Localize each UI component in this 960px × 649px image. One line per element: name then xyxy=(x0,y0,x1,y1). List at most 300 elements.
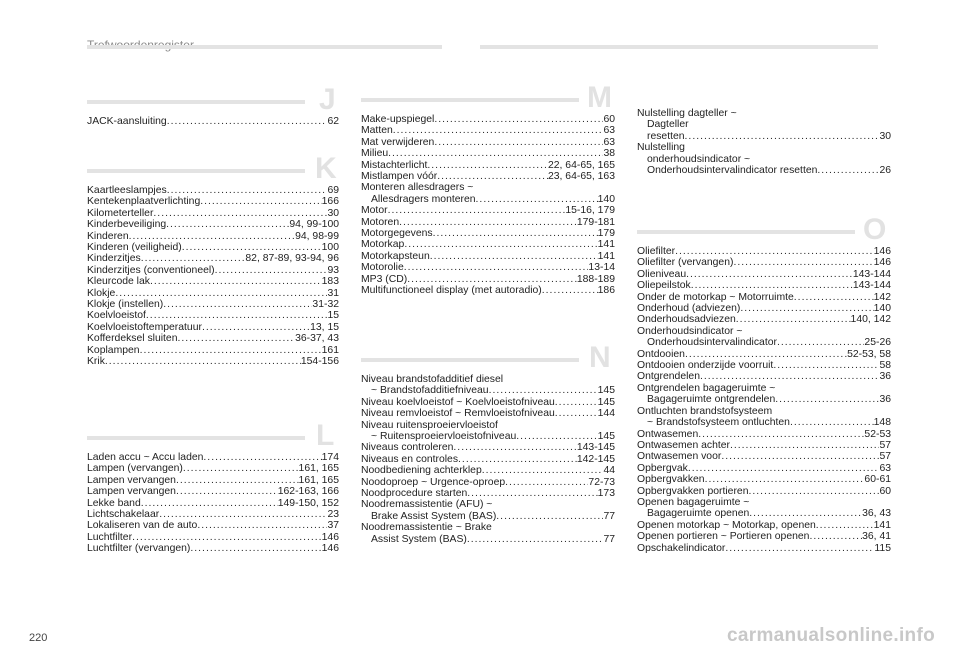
dot-leader xyxy=(153,208,327,219)
entry-pages: 52-53 xyxy=(864,428,891,440)
entry-list xyxy=(87,116,339,127)
entry-term: Opbergvak xyxy=(637,462,688,474)
index-entry xyxy=(87,486,339,497)
entry-term: Motoren xyxy=(361,216,400,228)
index-entry xyxy=(87,219,339,230)
dot-leader xyxy=(115,288,327,299)
dot-leader xyxy=(685,131,880,142)
entry-term: Openen bagageruimte ~ xyxy=(637,496,750,508)
entry-term: Ontdooien xyxy=(637,348,685,360)
entry-term: Kinderzitjes (conventioneel) xyxy=(87,264,215,276)
entry-pages: 72-73 xyxy=(588,476,615,488)
entry-term: Niveau koelvloeistof ~ Koelvloeistofniveau xyxy=(361,396,555,408)
index-entry xyxy=(361,511,615,522)
entry-pages: 141 xyxy=(597,250,615,262)
index-entry xyxy=(637,303,891,314)
entry-term: Multifunctioneel display (met autoradio) xyxy=(361,285,542,297)
entry-term: Bagageruimte openen xyxy=(647,508,750,520)
dot-leader xyxy=(516,431,597,442)
entry-term: Monteren allesdragers ~ xyxy=(361,182,474,194)
entry-pages: 148 xyxy=(873,417,891,429)
entry-term: ~ Brandstofsysteem ontluchten xyxy=(647,417,790,429)
index-entry xyxy=(637,119,891,130)
index-entry xyxy=(637,108,891,119)
entry-pages: 143-145 xyxy=(576,442,615,454)
entry-term: Koelvloeistoftemperatuur xyxy=(87,321,202,333)
entry-term: Nulstelling dagteller ~ xyxy=(637,108,737,119)
entry-pages: 25-26 xyxy=(864,337,891,349)
index-entry xyxy=(361,374,615,385)
entry-pages: 36, 41 xyxy=(862,531,891,543)
index-entry xyxy=(87,288,339,299)
entry-pages: 93 xyxy=(327,264,339,276)
dot-leader xyxy=(141,253,246,264)
dot-leader xyxy=(816,520,874,531)
entry-pages: 69 xyxy=(327,185,339,196)
dot-leader xyxy=(467,534,604,545)
index-entry xyxy=(361,262,615,273)
entry-term: Noodprocedure starten xyxy=(361,488,468,500)
index-entry xyxy=(361,465,615,476)
dot-leader xyxy=(182,242,322,253)
dot-leader xyxy=(736,314,851,325)
entry-pages: 174 xyxy=(321,452,339,463)
dot-leader xyxy=(404,262,589,273)
entry-pages: 146 xyxy=(321,531,339,543)
index-entry xyxy=(87,333,339,344)
dot-leader xyxy=(685,349,847,360)
dot-leader xyxy=(489,385,598,396)
entry-term: Laden accu ~ Accu laden xyxy=(87,452,204,463)
dot-leader xyxy=(691,280,853,291)
index-entry xyxy=(637,543,891,554)
index-entry xyxy=(361,420,615,431)
dot-leader xyxy=(167,116,328,127)
dot-leader xyxy=(790,417,874,428)
index-entry xyxy=(87,231,339,242)
dot-leader xyxy=(467,488,597,499)
dot-leader xyxy=(434,137,603,148)
dot-leader xyxy=(167,185,328,196)
entry-term: Oliepeilstok xyxy=(637,280,691,292)
entry-term: Dagteller xyxy=(647,119,689,131)
dot-leader xyxy=(141,498,278,509)
entry-pages: 15-16, 179 xyxy=(565,205,615,217)
page-number: 220 xyxy=(29,632,48,644)
entry-term: Noodbediening achterklep xyxy=(361,465,482,477)
entry-pages: 60-61 xyxy=(864,474,891,486)
entry-pages: 77 xyxy=(603,533,615,545)
entry-pages: 22, 64-65, 165 xyxy=(547,159,615,171)
dot-leader xyxy=(399,217,577,228)
index-entry xyxy=(361,477,615,488)
entry-term: Onderhoudsadviezen xyxy=(637,314,736,326)
index-entry xyxy=(87,196,339,207)
index-entry xyxy=(637,131,891,142)
index-entry xyxy=(637,246,891,257)
index-entry xyxy=(87,498,339,509)
dot-leader xyxy=(749,508,862,519)
entry-pages: 36-37, 43 xyxy=(295,333,339,345)
entry-pages: 179 xyxy=(597,228,615,240)
index-entry xyxy=(87,463,339,474)
entry-pages: 13-14 xyxy=(588,262,615,274)
dot-leader xyxy=(388,205,566,216)
entry-list xyxy=(361,374,615,545)
index-entry xyxy=(361,488,615,499)
index-entry xyxy=(637,383,891,394)
index-entry xyxy=(361,171,615,182)
section-n xyxy=(361,342,615,545)
dot-leader xyxy=(433,228,598,239)
index-entry xyxy=(361,160,615,171)
entry-pages: 57 xyxy=(879,439,891,451)
entry-pages: 186 xyxy=(597,285,615,297)
entry-pages: 144 xyxy=(597,408,615,420)
dot-leader xyxy=(675,246,874,257)
entry-term: Olieniveau xyxy=(637,268,687,280)
index-entry xyxy=(637,314,891,325)
dot-leader xyxy=(542,285,598,296)
entry-term: Allesdragers monteren xyxy=(371,193,476,205)
index-entry xyxy=(637,429,891,440)
index-entry xyxy=(637,531,891,542)
entry-term: Niveau remvloeistof ~ Remvloeistofniveau xyxy=(361,408,555,420)
section-n-continued xyxy=(637,108,891,176)
index-entry xyxy=(637,371,891,382)
index-entry xyxy=(637,417,891,428)
dot-leader xyxy=(200,196,321,207)
index-entry xyxy=(87,242,339,253)
entry-pages: 142 xyxy=(873,291,891,303)
dot-leader xyxy=(146,310,328,321)
entry-pages: 183 xyxy=(321,276,339,288)
entry-term: Motorkapsteun xyxy=(361,250,430,262)
section-letter-m: M xyxy=(587,81,612,114)
section-o xyxy=(637,214,891,554)
entry-pages: 100 xyxy=(321,242,339,254)
entry-pages: 60 xyxy=(603,114,615,125)
entry-list xyxy=(637,246,891,554)
entry-term: Make-upspiegel xyxy=(361,114,435,125)
dot-leader xyxy=(686,269,853,280)
entry-term: JACK-aansluiting xyxy=(87,116,167,127)
entry-pages: 154-156 xyxy=(300,356,339,368)
entry-term: Matten xyxy=(361,125,393,137)
index-entry xyxy=(637,406,891,417)
index-entry xyxy=(87,208,339,219)
entry-term: Lekke band xyxy=(87,497,141,509)
index-entry xyxy=(637,394,891,405)
entry-pages: 63 xyxy=(603,125,615,137)
entry-term: ~ Brandstofadditiefniveau xyxy=(371,385,489,397)
entry-term: Kinderen xyxy=(87,230,129,242)
dot-leader xyxy=(140,345,322,356)
entry-term: Luchtfilter (vervangen) xyxy=(87,543,191,555)
entry-term: Motor xyxy=(361,205,388,217)
dot-leader xyxy=(132,532,322,543)
index-entry xyxy=(361,182,615,193)
index-entry xyxy=(87,356,339,367)
index-entry xyxy=(637,508,891,519)
dot-leader xyxy=(775,394,879,405)
dot-leader xyxy=(427,160,548,171)
section-k xyxy=(87,153,339,368)
entry-pages: 146 xyxy=(873,246,891,257)
entry-pages: 37 xyxy=(327,520,339,532)
entry-term: Niveaus controleren xyxy=(361,442,454,454)
entry-term: Onderhoud (adviezen) xyxy=(637,303,741,315)
section-j xyxy=(87,84,339,127)
dot-leader xyxy=(688,463,880,474)
index-entry xyxy=(87,116,339,127)
entry-term: Motorolie xyxy=(361,262,404,274)
entry-term: Kilometerteller xyxy=(87,207,154,219)
entry-term: Lichtschakelaar xyxy=(87,509,160,521)
entry-pages: 38 xyxy=(603,148,615,160)
entry-term: Openen motorkap ~ Motorkap, openen xyxy=(637,519,816,531)
entry-pages: 115 xyxy=(874,542,891,554)
entry-term: Motorkap xyxy=(361,239,405,251)
entry-pages: 141 xyxy=(597,239,615,251)
entry-term: Ontwasemen xyxy=(637,428,699,440)
dot-leader xyxy=(730,440,879,451)
entry-term: Openen portieren ~ Portieren openen xyxy=(637,531,810,543)
entry-pages: 140 xyxy=(597,193,615,205)
index-entry xyxy=(637,497,891,508)
entry-term: Kinderen (veiligheid) xyxy=(87,242,182,254)
entry-pages: 145 xyxy=(597,385,615,397)
entry-pages: 173 xyxy=(597,488,615,500)
entry-term: Ontwasemen achter xyxy=(637,439,730,451)
entry-pages: 82, 87-89, 93-94, 96 xyxy=(245,253,339,265)
section-letter-n: N xyxy=(589,341,611,374)
index-entry xyxy=(361,137,615,148)
section-letter-j: J xyxy=(319,83,336,116)
entry-term: resetten xyxy=(647,130,685,142)
entry-pages: 60 xyxy=(879,485,891,497)
dot-leader xyxy=(437,171,548,182)
entry-term: Onderhoudsintervalindicator xyxy=(647,337,777,349)
dot-leader xyxy=(129,231,295,242)
index-entry xyxy=(361,431,615,442)
index-entry xyxy=(87,520,339,531)
entry-pages: 161, 165 xyxy=(298,474,339,486)
entry-pages: 145 xyxy=(597,431,615,443)
index-entry xyxy=(637,154,891,165)
index-entry xyxy=(87,452,339,463)
entry-term: Opbergvakken xyxy=(637,474,705,486)
dot-leader xyxy=(159,509,327,520)
dot-leader xyxy=(197,520,327,531)
entry-pages: 26 xyxy=(879,165,891,177)
dot-leader xyxy=(105,356,301,367)
dot-leader xyxy=(202,322,310,333)
entry-term: Klokje (instellen) xyxy=(87,299,164,311)
entry-pages: 36 xyxy=(879,394,891,406)
index-entry xyxy=(637,474,891,485)
index-entry xyxy=(361,385,615,396)
index-entry xyxy=(637,292,891,303)
entry-term: Koelvloeistof xyxy=(87,310,146,322)
dot-leader xyxy=(178,333,296,344)
dot-leader xyxy=(555,397,598,408)
index-entry xyxy=(87,509,339,520)
entry-term: Kofferdeksel sluiten xyxy=(87,333,178,345)
index-entry xyxy=(637,360,891,371)
dot-leader xyxy=(476,194,598,205)
index-entry xyxy=(361,454,615,465)
entry-term: Kaartleeslampjes xyxy=(87,185,167,196)
dot-leader xyxy=(458,454,577,465)
dot-leader xyxy=(176,475,299,486)
dot-leader xyxy=(700,371,879,382)
dot-leader xyxy=(817,165,879,176)
entry-pages: 23 xyxy=(327,509,339,521)
dot-leader xyxy=(407,274,577,285)
entry-list xyxy=(87,452,339,555)
index-entry xyxy=(361,534,615,545)
entry-term: Noodremassistentie ~ Brake xyxy=(361,522,492,534)
entry-pages: 149-150, 152 xyxy=(277,497,339,509)
index-entry xyxy=(361,114,615,125)
entry-pages: 140 xyxy=(873,303,891,315)
index-entry xyxy=(87,265,339,276)
index-entry xyxy=(361,205,615,216)
entry-term: Luchtfilter xyxy=(87,531,133,543)
entry-list xyxy=(637,108,891,176)
entry-term: onderhoudsindicator ~ xyxy=(647,153,751,165)
dot-leader xyxy=(777,337,864,348)
watermark: carmanualsonline.info xyxy=(727,625,935,646)
index-entry xyxy=(361,522,615,533)
dot-leader xyxy=(430,251,598,262)
index-entry xyxy=(361,285,615,296)
index-entry xyxy=(87,276,339,287)
section-l xyxy=(87,420,339,555)
dot-leader xyxy=(482,465,604,476)
entry-pages: 179-181 xyxy=(576,216,615,228)
dot-leader xyxy=(773,360,879,371)
index-entry xyxy=(87,310,339,321)
dot-leader xyxy=(453,442,576,453)
entry-term: Ontdooien onderzijde voorruit xyxy=(637,360,774,372)
index-entry xyxy=(87,185,339,196)
entry-term: Oliefilter xyxy=(637,246,676,257)
entry-pages: 23, 64-65, 163 xyxy=(547,171,615,183)
entry-pages: 146 xyxy=(873,257,891,269)
entry-pages: 145 xyxy=(597,396,615,408)
entry-term: Onderhoudsintervalindicator resetten xyxy=(647,165,818,177)
entry-pages: 36 xyxy=(879,371,891,383)
entry-term: Nulstelling xyxy=(637,142,685,154)
index-entry xyxy=(361,442,615,453)
dot-leader xyxy=(166,219,289,230)
index-entry xyxy=(87,322,339,333)
index-entry xyxy=(637,463,891,474)
entry-term: Koplampen xyxy=(87,344,140,356)
entry-term: Onderhoudsindicator ~ xyxy=(637,325,743,337)
entry-pages: 146 xyxy=(321,543,339,555)
entry-term: Oliefilter (vervangen) xyxy=(637,257,734,269)
entry-term: Lampen (vervangen) xyxy=(87,463,183,475)
entry-pages: 63 xyxy=(603,136,615,148)
index-entry xyxy=(637,349,891,360)
dot-leader xyxy=(505,477,588,488)
dot-leader xyxy=(698,429,864,440)
dot-leader xyxy=(393,125,604,136)
entry-pages: 30 xyxy=(327,207,339,219)
entry-term: Lampen vervangen xyxy=(87,474,176,486)
entry-term: Niveau brandstofadditief diesel xyxy=(361,374,504,385)
index-entry xyxy=(637,280,891,291)
entry-term: Assist System (BAS) xyxy=(371,533,467,545)
entry-term: MP3 (CD) xyxy=(361,273,408,285)
entry-pages: 44 xyxy=(603,465,615,477)
index-entry xyxy=(361,499,615,510)
dot-leader xyxy=(215,265,328,276)
entry-term: Mistlampen vóór xyxy=(361,171,438,183)
entry-term: Noodoproep ~ Urgence-oproep xyxy=(361,476,506,488)
entry-pages: 31 xyxy=(327,287,339,299)
index-entry xyxy=(637,142,891,153)
index-entry xyxy=(361,217,615,228)
dot-leader xyxy=(434,114,603,125)
index-entry xyxy=(87,345,339,356)
dot-leader xyxy=(404,239,597,250)
entry-pages: 77 xyxy=(603,510,615,522)
index-entry xyxy=(361,125,615,136)
entry-pages: 62 xyxy=(327,116,339,127)
section-letter-l: L xyxy=(316,419,335,452)
entry-term: Mat verwijderen xyxy=(361,136,435,148)
entry-term: Niveau ruitensproeiervloeistof xyxy=(361,419,498,431)
index-entry xyxy=(637,326,891,337)
index-entry xyxy=(87,543,339,554)
entry-term: Opschakelindicator xyxy=(637,542,726,554)
entry-pages: 30 xyxy=(879,130,891,142)
entry-term: Ontwasemen voor xyxy=(637,451,722,463)
entry-pages: 142-145 xyxy=(576,453,615,465)
entry-pages: 58 xyxy=(879,360,891,372)
index-entry xyxy=(637,451,891,462)
index-entry xyxy=(361,408,615,419)
dot-leader xyxy=(748,486,879,497)
header-divider-right xyxy=(480,45,878,49)
entry-pages: 52-53, 58 xyxy=(847,348,891,360)
header-divider-left xyxy=(87,45,442,49)
entry-pages: 143-144 xyxy=(852,268,891,280)
entry-pages: 31-32 xyxy=(312,299,339,311)
entry-pages: 143-144 xyxy=(852,280,891,292)
index-entry xyxy=(87,253,339,264)
section-m xyxy=(361,82,615,297)
entry-pages: 162-163, 166 xyxy=(277,486,339,498)
index-entry xyxy=(361,239,615,250)
entry-pages: 141 xyxy=(873,519,891,531)
entry-pages: 13, 15 xyxy=(310,321,339,333)
entry-term: Onder de motorkap ~ Motorruimte xyxy=(637,291,794,303)
dot-leader xyxy=(740,303,873,314)
entry-pages: 161 xyxy=(321,344,339,356)
dot-leader xyxy=(555,408,598,419)
entry-pages: 166 xyxy=(321,196,339,208)
index-entry xyxy=(361,251,615,262)
entry-term: Noodremassistentie (AFU) ~ xyxy=(361,499,493,511)
entry-term: Krik xyxy=(87,356,105,368)
entry-term: Ontgrendelen xyxy=(637,371,700,383)
entry-term: Kinderbeveiliging xyxy=(87,219,167,231)
